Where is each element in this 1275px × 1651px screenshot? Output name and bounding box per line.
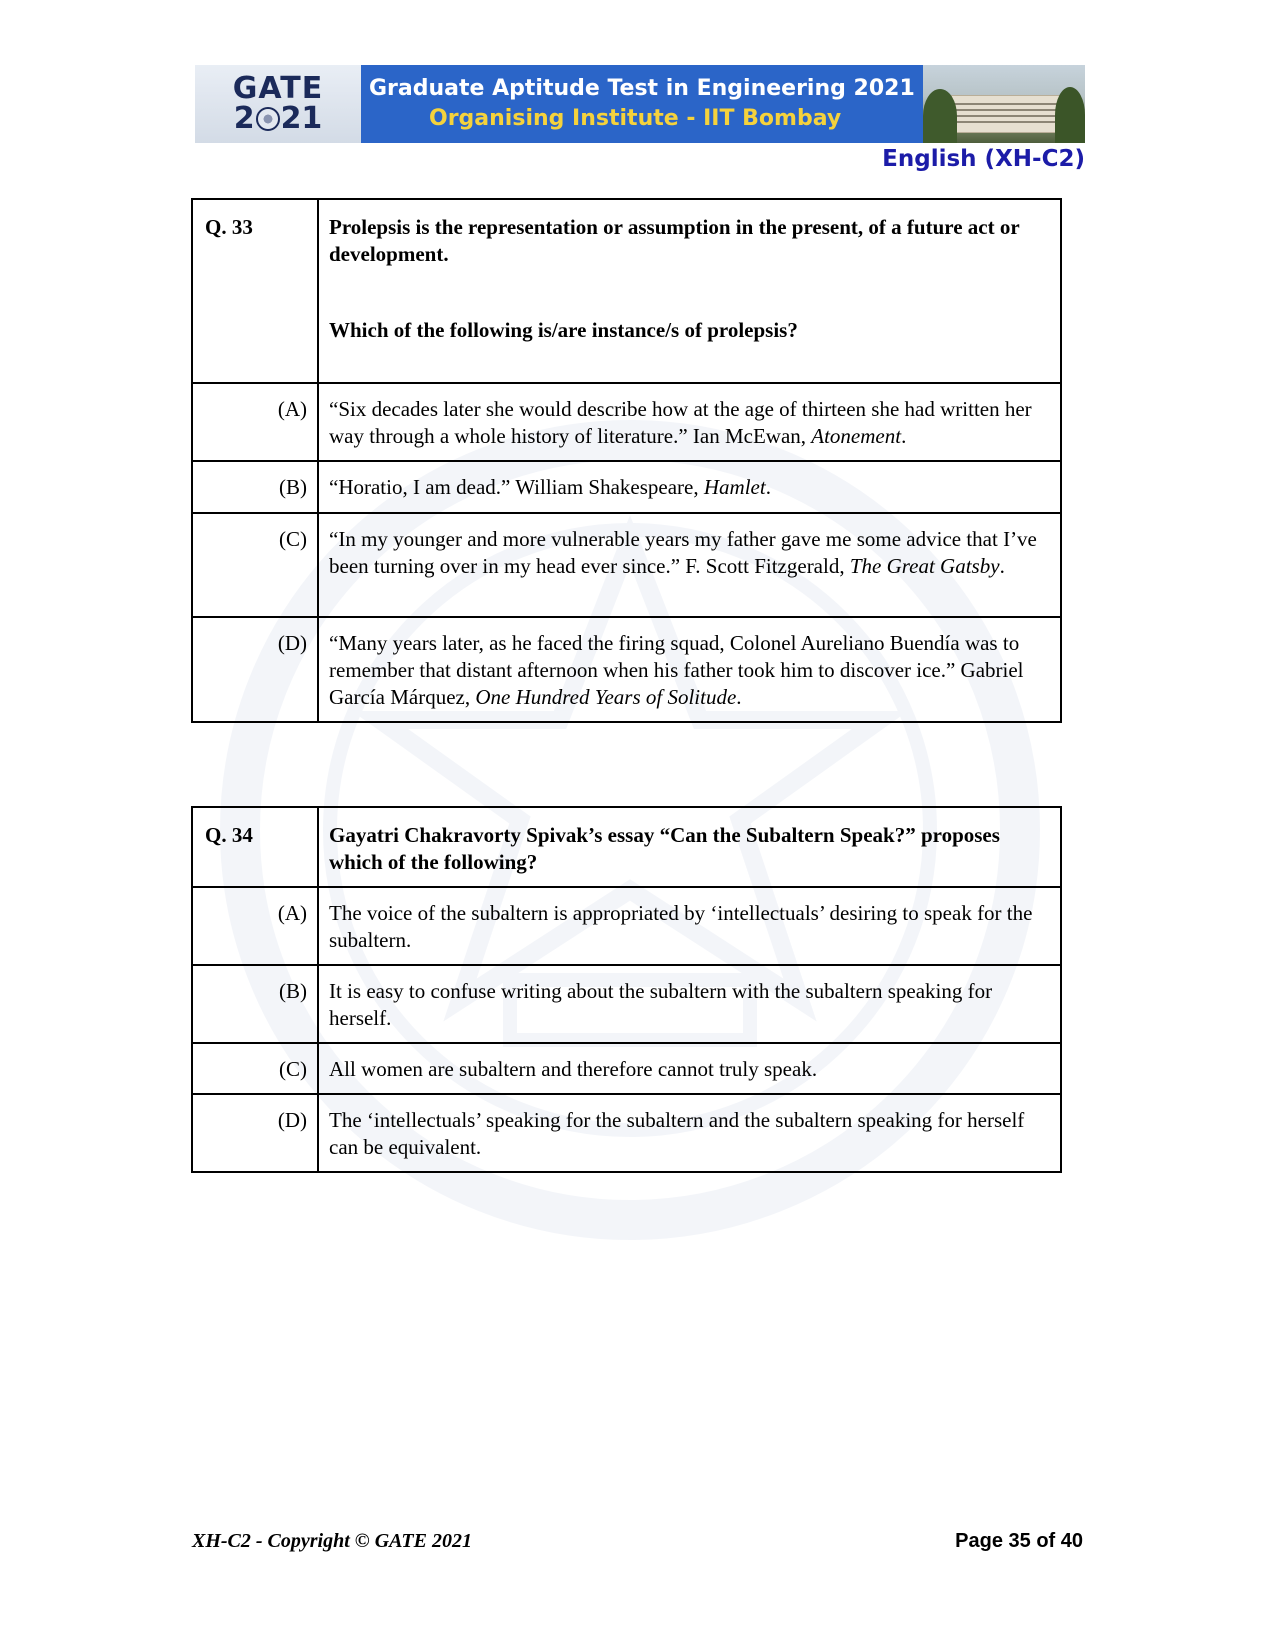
option-row	[192, 513, 1061, 617]
banner-text-panel	[361, 65, 923, 143]
logo-year	[233, 101, 323, 136]
question-stem-line2: Which of the following is/are instance/s of prolepsis?	[329, 318, 798, 342]
option-label: (D)	[192, 617, 318, 722]
tree-left	[923, 89, 957, 143]
option-text	[318, 617, 1061, 722]
option-label: (C)	[192, 513, 318, 617]
option-row	[192, 965, 1061, 1043]
option-end: .	[999, 554, 1005, 578]
option-work-title: Atonement	[811, 424, 902, 448]
question-number: Q. 34	[192, 807, 318, 887]
option-quote: “Six decades later she would describe how at the age of thirteen she had written her way through a whole history of literature.” Ian McEwan,	[329, 397, 1032, 448]
option-text	[318, 383, 1061, 461]
option-work-title: The Great Gatsby	[849, 554, 1000, 578]
option-text: It is easy to confuse writing about the subaltern with the subaltern speaking for herself.	[318, 965, 1061, 1043]
question-stem: Gayatri Chakravorty Spivak’s essay “Can the Subaltern Speak?” proposes which of the following?	[318, 807, 1061, 887]
option-end: .	[765, 475, 771, 499]
subject-label: English (XH-C2)	[882, 146, 1085, 172]
option-row	[192, 461, 1061, 513]
tree-right	[1055, 87, 1085, 143]
option-row	[192, 1043, 1061, 1094]
option-label: (B)	[192, 461, 318, 513]
question-34-table	[191, 806, 1062, 1173]
option-quote: “In my younger and more vulnerable years my father gave me some advice that I’ve been turning over in my head ever since.” F. Scott Fitzgerald,	[329, 527, 1037, 578]
option-row	[192, 1094, 1061, 1172]
option-end: .	[901, 424, 907, 448]
banner-subtitle: Organising Institute - IIT Bombay	[429, 106, 842, 131]
option-label: (B)	[192, 965, 318, 1043]
question-stem-line1: Prolepsis is the representation or assumption in the present, of a future act or development.	[329, 215, 1020, 266]
footer-copyright: XH-C2 - Copyright © GATE 2021	[192, 1530, 472, 1552]
footer-page-number: Page 35 of 40	[955, 1530, 1083, 1552]
building-windows	[953, 101, 1059, 127]
option-row	[192, 383, 1061, 461]
option-text	[318, 513, 1061, 617]
option-quote: “Many years later, as he faced the firing squad, Colonel Aureliano Buendía was to remember that distant afternoon when his father took him to discover ice.” Gabriel García Márquez,	[329, 631, 1024, 709]
question-number: Q. 33	[192, 199, 318, 383]
campus-photo	[923, 65, 1085, 143]
question-row	[192, 199, 1061, 383]
option-end: .	[736, 685, 742, 709]
seal-icon	[256, 107, 280, 131]
option-label: (D)	[192, 1094, 318, 1172]
option-label: (A)	[192, 383, 318, 461]
option-work-title: Hamlet	[703, 475, 766, 499]
option-text: The ‘intellectuals’ speaking for the subaltern and the subaltern speaking for herself can be equivalent.	[318, 1094, 1061, 1172]
logo-year-left: 2	[233, 101, 255, 136]
option-quote: “Horatio, I am dead.” William Shakespeare,	[329, 475, 704, 499]
question-row	[192, 807, 1061, 887]
option-label: (C)	[192, 1043, 318, 1094]
logo-word: GATE	[232, 71, 324, 106]
option-row	[192, 887, 1061, 965]
question-stem	[318, 199, 1061, 383]
option-label: (A)	[192, 887, 318, 965]
option-text: The voice of the subaltern is appropriated by ‘intellectuals’ desiring to speak for the subaltern.	[318, 887, 1061, 965]
gate-logo	[195, 65, 361, 143]
option-text	[318, 461, 1061, 513]
header-banner	[195, 65, 1085, 143]
option-row	[192, 617, 1061, 722]
option-text: All women are subaltern and therefore cannot truly speak.	[318, 1043, 1061, 1094]
logo-year-right: 21	[280, 101, 323, 136]
banner-title: Graduate Aptitude Test in Engineering 2021	[369, 76, 915, 101]
option-work-title: One Hundred Years of Solitude	[475, 685, 737, 709]
question-33-table	[191, 198, 1062, 723]
